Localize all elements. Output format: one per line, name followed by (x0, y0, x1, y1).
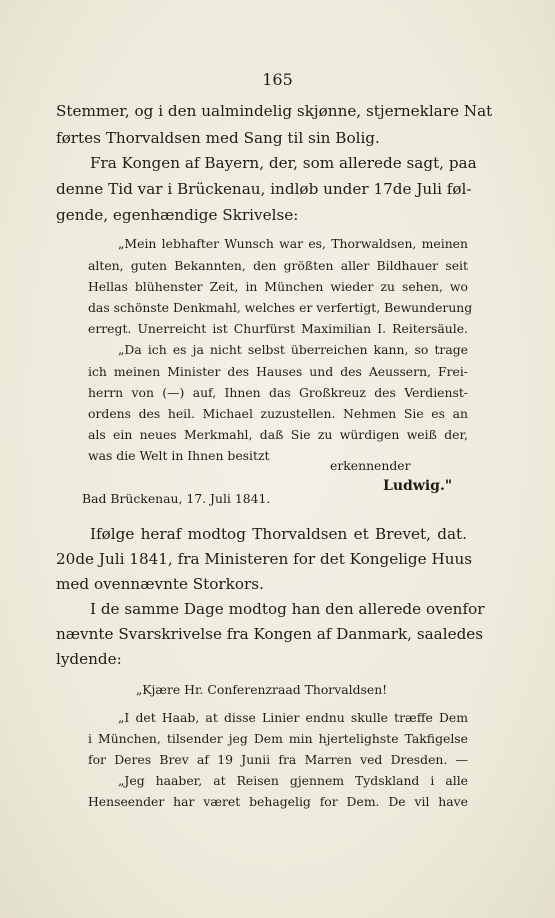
text-line: nævnte Svarskrivelse fra Kongen af Danmark, saaledes (56, 625, 484, 643)
text-line: Fra Kongen af Bayern, der, som allerede sagt, paa (90, 154, 477, 172)
letter-line: for Deres Brev af 19 Junii fra Marren ved Dresden. — (88, 752, 468, 767)
text-line: Ifølge heraf modtog Thorvaldsen et Brevet, dat. (90, 525, 467, 543)
letter-line: ich meinen Minister des Hauses und des Aeussern, Frei- (88, 364, 468, 379)
letter-dateline: Bad Brückenau, 17. Juli 1841. (82, 491, 271, 506)
text-line: Stemmer, og i den ualmindelig skjønne, stjerneklare Nat (56, 102, 493, 120)
text-line: gende, egenhændige Skrivelse: (56, 206, 299, 224)
letter-line: Henseender har været behagelig for Dem. De vil have (88, 794, 468, 809)
letter-line: ordens des heil. Michael zuzustellen. Nehmen Sie es an (88, 406, 468, 421)
letter-line: herrn von (—) auf, Ihnen das Großkreuz des Verdienst- (88, 385, 468, 400)
letter-line: alten, guten Bekannten, den größten aller Bildhauer seit (88, 258, 468, 273)
letter-line: i München, tilsender jeg Dem min hjertelighste Takfigelse (88, 731, 468, 746)
letter-line: das schönste Denkmahl, welches er verfertigt, Bewunderung (88, 300, 473, 315)
letter-line: erregt. Unerreicht ist Churfürst Maximilian I. Reitersäule. (88, 321, 468, 336)
letter-line: „Da ich es ja nicht selbst überreichen kann, so trage (118, 342, 468, 357)
text-line: førtes Thorvaldsen med Sang til sin Bolig. (56, 129, 380, 147)
text-line: med ovennævnte Storkors. (56, 575, 264, 593)
letter-line: „Mein lebhafter Wunsch war es, Thorwaldsen, meinen (118, 236, 468, 251)
letter-salutation: „Kjære Hr. Conferenzraad Thorvaldsen! (135, 682, 388, 697)
letter-line: was die Welt in Ihnen besitzt (88, 448, 270, 463)
text-line: I de samme Dage modtog han den allerede ovenfor (90, 600, 485, 618)
text-line: denne Tid var i Brückenau, indløb under 17de Juli føl- (56, 180, 472, 198)
letter-closing: erkennender (330, 458, 411, 473)
letter-line: Hellas blühenster Zeit, in München wieder zu sehen, wo (88, 279, 468, 294)
page-number: 165 (262, 70, 293, 89)
letter-line: „Jeg haaber, at Reisen gjennem Tydskland i alle (118, 773, 468, 788)
text-line: lydende: (56, 650, 122, 668)
letter-line: „I det Haab, at disse Linier endnu skulle træffe Dem (118, 710, 468, 725)
text-line: 20de Juli 1841, fra Ministeren for det Kongelige Huus (56, 550, 473, 568)
letter-signature: Ludwig." (383, 478, 453, 494)
letter-line: als ein neues Merkmahl, daß Sie zu würdigen weiß der, (88, 427, 468, 442)
